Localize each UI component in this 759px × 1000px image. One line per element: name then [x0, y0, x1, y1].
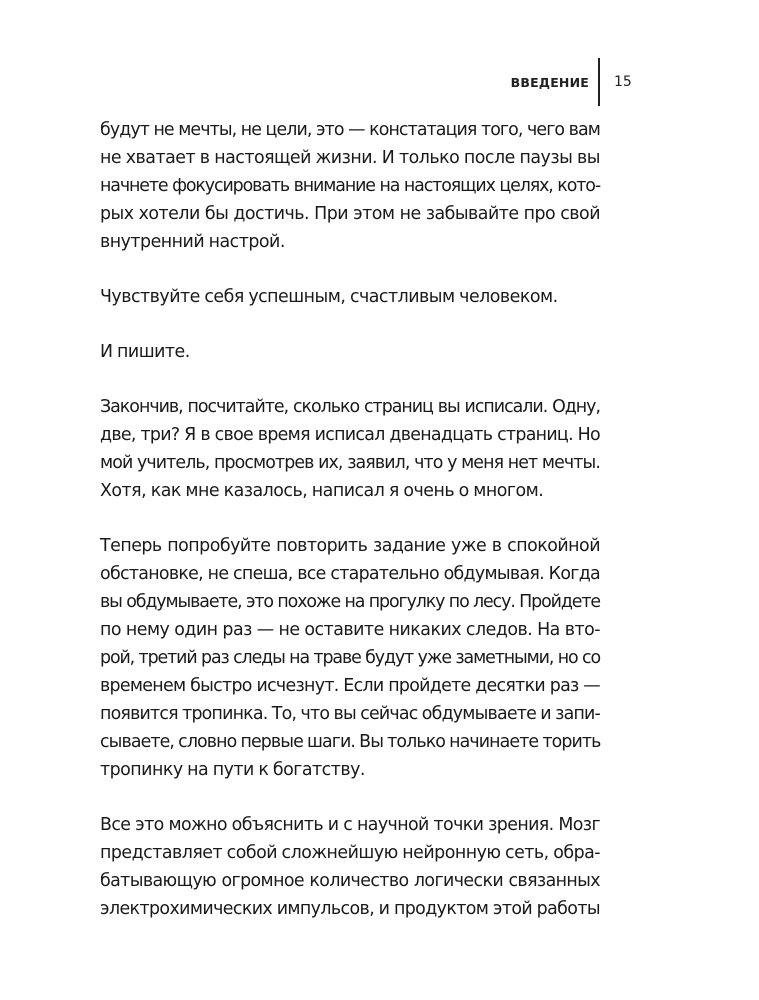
text-line: начнете фокусировать внимание на настоящих целях, кото-	[100, 176, 600, 196]
text-line: временем быстро исчезнут. Если пройдете десятки раз —	[100, 676, 600, 696]
paragraph	[100, 811, 600, 923]
text-line: представляет собой сложнейшую нейронную сеть, обра-	[100, 843, 601, 863]
text-line: И пишите.	[100, 342, 190, 362]
text-line: две, три? Я в свое время исписал двенадцать страниц. Но	[100, 425, 600, 445]
text-line: тропинку на пути к богатству.	[100, 760, 365, 780]
text-line: батывающую огромное количество логически связанных	[100, 871, 600, 891]
paragraph	[100, 532, 600, 784]
text-line: Все это можно объяснить и с научной точки зрения. Мозг	[100, 815, 600, 835]
page-number: 15	[614, 74, 632, 90]
paragraph	[100, 116, 600, 256]
text-line: мой учитель, просмотрев их, заявил, что у меня нет мечты.	[100, 453, 600, 473]
header-divider	[598, 58, 600, 106]
text-line: Чувствуйте себя успешным, счастливым человеком.	[100, 287, 558, 307]
text-line: будут не мечты, не цели, это — констатация того, чего вам	[100, 120, 600, 140]
paragraph	[100, 338, 600, 366]
section-title: ВВЕДЕНИЕ	[510, 75, 589, 90]
paragraph	[100, 393, 600, 505]
text-line: рой, третий раз следы на траве будут уже заметными, но со	[100, 648, 600, 668]
text-line: внутренний настрой.	[100, 232, 285, 252]
text-line: Хотя, как мне казалось, написал я очень о многом.	[100, 481, 544, 501]
text-body	[100, 116, 600, 950]
text-line: электрохимических импульсов, и продуктом этой работы	[100, 899, 600, 919]
text-line: обстановке, не спеша, все старательно обдумывая. Когда	[100, 564, 600, 584]
text-line: Закончив, посчитайте, сколько страниц вы исписали. Одну,	[100, 397, 600, 417]
text-line: не хватает в настоящей жизни. И только после паузы вы	[100, 148, 600, 168]
text-line: сываете, словно первые шаги. Вы только начинаете торить	[100, 732, 601, 752]
text-line: появится тропинка. То, что вы сейчас обдумываете и запи-	[100, 704, 600, 724]
text-line: вы обдумываете, это похоже на прогулку по лесу. Пройдете	[100, 592, 600, 612]
running-head	[0, 58, 759, 106]
text-line: Теперь попробуйте повторить задание уже в спокойной	[100, 536, 600, 556]
paragraph	[100, 283, 600, 311]
text-line: по нему один раз — не оставите никаких следов. На вто-	[100, 620, 600, 640]
text-line: рых хотели бы достичь. При этом не забывайте про свой	[100, 204, 600, 224]
